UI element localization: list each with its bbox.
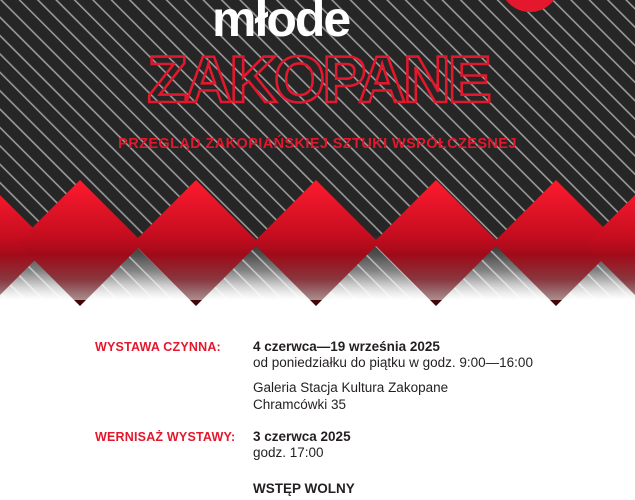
vernissage-date: 3 czerwca 2025 [253,429,351,444]
vernissage-label: WERNISAŻ WYSTAWY: [95,430,236,444]
exhibition-hours: od poniedziałku do piątku w godz. 9:00—16:00 [253,355,533,370]
exhibition-label: WYSTAWA CZYNNA: [95,340,221,354]
exhibition-address: Chramcówki 35 [253,397,347,412]
admission-info: WSTĘP WOLNY [253,481,355,496]
exhibition-dates: 4 czerwca—19 września 2025 [253,339,440,354]
vernissage-time: godz. 17:00 [253,445,324,460]
exhibition-venue: Galeria Stacja Kultura Zakopane [253,380,449,395]
svg-text:młode: młode [212,0,350,47]
svg-text:ZAKOPANE: ZAKOPANE [147,42,489,116]
logo-subtitle: PRZEGLĄD ZAKOPIAŃSKIEJ SZTUKI WSPÓŁCZESNEJ [118,136,517,152]
